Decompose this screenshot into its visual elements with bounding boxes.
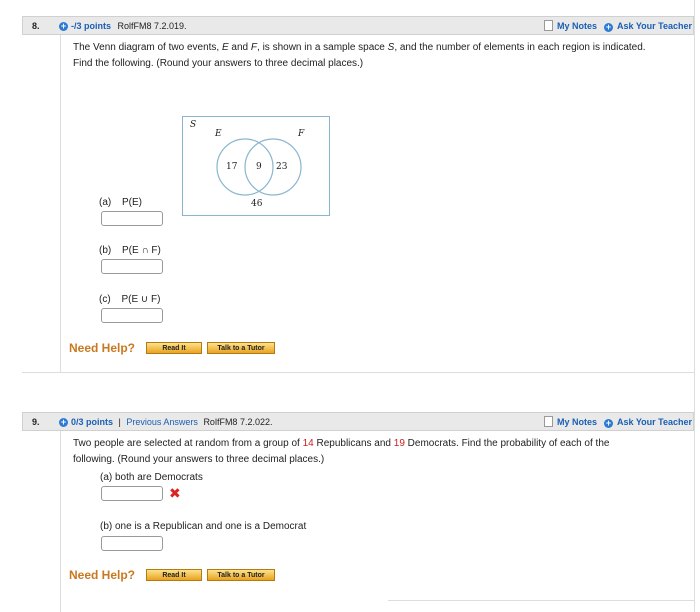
- region-only-e: 17: [226, 162, 238, 172]
- part-b-label: (b) P(E ∩ F): [99, 245, 161, 256]
- ask-teacher-button[interactable]: + Ask Your Teacher: [605, 417, 693, 428]
- question-prompt: The Venn diagram of two events, E and F, is shown in a sample space S, and the number of elements in each region is indicated. Find the following. (Round your answers to three decimal places.): [73, 42, 646, 69]
- my-notes-button[interactable]: My Notes: [543, 416, 601, 428]
- question-score: -/3 points RolfFM8 7.2.019.: [71, 21, 187, 31]
- notes-doc-icon: [544, 416, 553, 427]
- answer-input-b[interactable]: [101, 259, 163, 274]
- part-a-label: (a) both are Democrats: [100, 472, 203, 483]
- question-8-body: [60, 35, 695, 372]
- my-notes-button[interactable]: My Notes: [543, 20, 601, 32]
- question-prompt: Two people are selected at random from a group of 14 Republicans and 19 Democrats. Find the probability of each of the following. (Round your answers to three decimal places.): [73, 438, 610, 465]
- talk-to-tutor-button[interactable]: Talk to a Tutor: [207, 569, 275, 581]
- answer-input-a[interactable]: [101, 486, 163, 501]
- ask-plus-icon: +: [605, 418, 612, 428]
- talk-to-tutor-button[interactable]: Talk to a Tutor: [207, 342, 275, 354]
- region-intersection: 9: [256, 162, 262, 172]
- answer-input-c[interactable]: [101, 308, 163, 323]
- need-help-label: Need Help?: [69, 341, 136, 355]
- question-8-header: [22, 16, 694, 35]
- region-only-f: 23: [276, 162, 288, 172]
- question-source: RolfFM8 7.2.022.: [203, 417, 273, 427]
- previous-answers-link[interactable]: Previous Answers: [126, 417, 198, 427]
- question-source: RolfFM8 7.2.019.: [117, 21, 187, 31]
- answer-input-b[interactable]: [101, 536, 163, 551]
- notes-doc-icon: [544, 20, 553, 31]
- republicans-count: 14: [302, 438, 314, 449]
- venn-diagram: [182, 116, 330, 216]
- question-number: 8.: [32, 21, 40, 31]
- question-9-header: [22, 412, 694, 431]
- incorrect-x-icon: ✖: [169, 485, 181, 501]
- part-b-label: (b) one is a Republican and one is a Democrat: [100, 521, 307, 532]
- question-8-bottom-border: [22, 372, 694, 373]
- part-c-label: (c) P(E ∪ F): [99, 294, 161, 305]
- read-it-button[interactable]: Read It: [146, 569, 202, 581]
- expand-plus-icon[interactable]: +: [60, 21, 67, 31]
- democrats-count: 19: [393, 438, 405, 449]
- set-e-label: E: [215, 129, 222, 139]
- sample-space-label: S: [190, 120, 197, 130]
- question-9-bottom-border: [388, 600, 694, 601]
- question-score: 0/3 points | Previous Answers RolfFM8 7.2.022.: [71, 417, 273, 427]
- region-outside: 46: [251, 199, 263, 209]
- answer-input-a[interactable]: [101, 211, 163, 226]
- need-help-label: Need Help?: [69, 568, 136, 582]
- expand-plus-icon[interactable]: +: [60, 417, 67, 427]
- question-9-body: [60, 431, 695, 612]
- question-number: 9.: [32, 417, 40, 427]
- set-f-label: F: [298, 129, 305, 139]
- ask-plus-icon: +: [605, 22, 612, 32]
- part-a-label: (a) P(E): [99, 197, 143, 208]
- ask-teacher-button[interactable]: + Ask Your Teacher: [605, 21, 693, 32]
- read-it-button[interactable]: Read It: [146, 342, 202, 354]
